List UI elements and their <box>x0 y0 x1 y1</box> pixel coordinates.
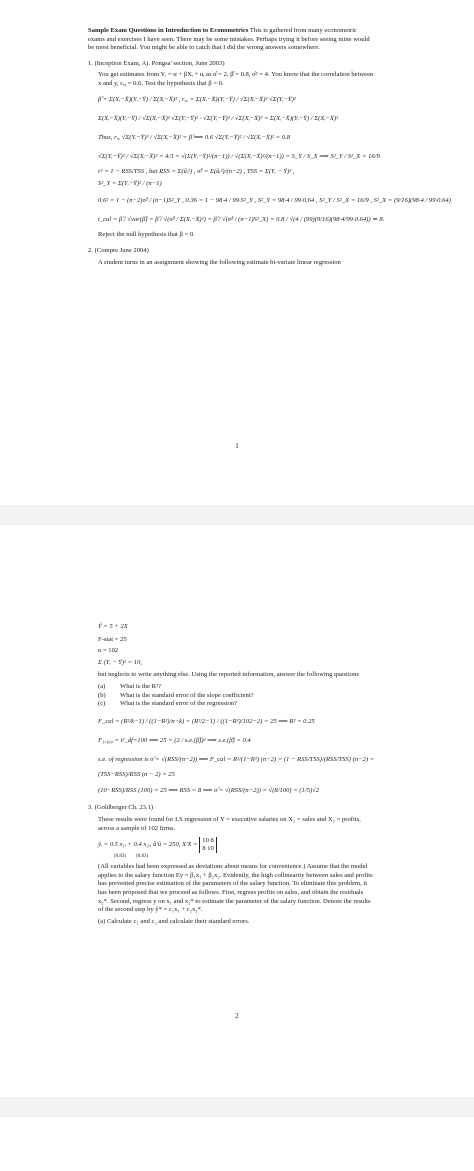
intro-paragraph <box>88 27 375 53</box>
option-b-text: What is the standard error of the slope coefficient? <box>120 691 254 699</box>
option-a-text: What is the R²? <box>120 682 161 690</box>
matrix-row-1: 10 8 <box>202 836 214 844</box>
page-2-content <box>88 623 375 929</box>
option-a-key: (a) <box>98 682 106 690</box>
intro-text: This is gathered from many econometric exams and exercises I have seen. There may be some mistakes. Perhaps trying it before seeing mine would be most beneficial. You might be able to catch that I did the wrong answers somewhere. <box>88 27 370 52</box>
page-number-1: 1 <box>235 442 239 450</box>
question-3-heading: 3. (Goldberger Ch. 23.1) <box>88 804 154 812</box>
page-number-2: 2 <box>235 1012 239 1020</box>
equation-solve-sy: 0.6² = 1 − (n−2)σ̂² / (n−1)S²_Y , 0.36 = 1 − 98·4 / 99·S²_Y , S²_Y = 98·4 / 99·0.64 , S²_Y / S²_X = 16/9 , S²_X = (9/16)(98·4 / 99·0.64) <box>98 196 451 204</box>
page-separator <box>0 505 474 525</box>
page-separator-2 <box>0 1097 474 1117</box>
equation-sy-squared: S²_Y = Σ(Yᵢ−Ȳ)² / (n−1) <box>98 180 162 188</box>
question-2-heading: 2. (Compre June 2004) <box>88 247 149 255</box>
question-3-part-a: (a) Calculate c₁ and c₂ and calculate their standard errors. <box>98 917 250 925</box>
xx-matrix <box>199 837 217 853</box>
matrix-row-2: 8 10 <box>202 844 214 852</box>
equation-thus: Thus, rₓᵧ √Σ(Yᵢ−Ȳ)² / √Σ(Xᵢ−X̄)² = β̂ ⟹ 0.6 √Σ(Yᵢ−Ȳ)² / √Σ(Xᵢ−X̄)² = 0.8 <box>98 133 291 141</box>
standard-errors: (0.83) (0.83) <box>114 854 149 860</box>
sample-size-line: n = 102 <box>98 647 119 655</box>
equation-r-times-ratio: Σ(Xᵢ−X̄)(Yᵢ−Ȳ) / √Σ(Xᵢ−X̄)² √Σ(Yᵢ−Ȳ)² · √Σ(Yᵢ−Ȳ)² / √Σ(Xᵢ−X̄)² = Σ(Xᵢ−X̄)(Yᵢ−Ȳ) / Σ(Xᵢ−X̄)² <box>98 114 339 122</box>
option-c-text: What is the standard error of the regression? <box>120 700 237 708</box>
page-1-content <box>88 27 451 271</box>
sum-squares-line: Σ (Yᵢ − Ȳ)² = 10, <box>98 658 143 666</box>
question-3-note: (All variables had been expressed as deviations about means for convenience.) Assume that the model applies to the salary function Ey = β₁x₁ + β₂x₂. Evidently, the high collinearity between sales and profits has prevented precise estimation of the parameters of the salary function. To eliminate this problem, it has been proposed that we proceed as follows. First, regress profits on sales, and obtain the residuals x₂*. Second, regress y on x₁ and x₂* to estimate the parameter of the salary function. Denote the results of the second step by ŷ* = c₁x₁ + c₂x₂*. <box>98 863 373 914</box>
option-b <box>98 692 375 701</box>
option-a <box>98 683 375 692</box>
ls-results-equation <box>98 836 375 854</box>
equation-rss-solution: (10−RSS)/RSS (100) = 25 ⟹ RSS = 8 ⟹ σ̂ = √(RSS/(n−2)) = √(8/100) = (1/5)√2 <box>98 787 320 795</box>
question-3-text: These results were found for LS regression of Y = executive salaries on X₁ = sales and X₂ = profits, across a sample of 102 firms. <box>98 815 361 832</box>
question-1-text: You get estimates from Yᵢ = α + βXᵢ + uᵢ as α̂ = 2, β̂ = 0.8, σ̂² = 4. You know that the correlation between x and y, rₓᵧ = 0.6. Test the hypothesis that β = 0. <box>98 71 374 87</box>
regression-equation: Ŷ = 5 + 2X <box>98 623 128 630</box>
question-2-continuation: but neglects to write anything else. Using the reported information, answer the following questions <box>98 671 359 679</box>
document-title: Sample Exam Questions in Introduction to Econometrics <box>88 27 249 34</box>
equation-f-cal: F_cal = (R²/k−1) / ((1−R²)/n−k) = (R²/2−1) / ((1−R²)/102−2) = 25 ⟹ R² = 0.25 <box>98 717 315 725</box>
equation-se-regression: s.e. of regression is σ̂ = √(RSS/(n−2)) ⟹ F_cal = R²/(1−R²) (n−2) = (1 − RSS/TSS)/(RSS/TSS) (n−2) = <box>98 755 375 763</box>
equation-f-t-relation: F₁,₁₀₀ = t²_df=100 ⟹ 25 = (2 / s.e.(β̂))² ⟹ s.e.(β̂) = 0.4 <box>98 736 251 744</box>
equation-r-squared: r² = 1 − RSS/TSS , but RSS = Σ(ûᵢ²) , σ̂² = Σ(ûᵢ²)/(n−2) , TSS = Σ(Yᵢ − Ȳ)² , <box>98 167 295 175</box>
equation-tss-rss: (TSS−RSS)/RSS (n − 2) = 25 <box>98 770 175 778</box>
question-3-body <box>88 816 375 926</box>
page-1 <box>0 0 474 505</box>
option-c-key: (c) <box>98 700 106 708</box>
option-b-key: (b) <box>98 691 106 699</box>
question-2-text: A student turns in an assignment showing the following estimate bi-variate linear regression <box>98 258 341 266</box>
question-1-heading: 1. (Inception Exam, Aj. Pongsa' section, June 2003) <box>88 59 225 67</box>
equation-beta-hat: β̂ = Σ(Xᵢ−X̄)(Yᵢ−Ȳ) / Σ(Xᵢ−X̄)² , rₓᵧ = Σ(Xᵢ−X̄)(Yᵢ−Ȳ) / √Σ(Xᵢ−X̄)² √Σ(Yᵢ−Ȳ)² <box>98 95 296 103</box>
regression-report <box>88 623 375 798</box>
reject-statement: Reject the null hypothesis that β = 0. <box>98 230 195 238</box>
f-stat-line: F-stat = 25 <box>98 635 127 643</box>
option-c <box>98 700 375 709</box>
page-2 <box>0 525 474 1097</box>
equation-t-cal: t_cal = β̂ / √var(β̂) = β̂ / √(σ̂² / Σ(Xᵢ−X̄)²) = β̂ / √(σ̂² / (n−1)S²_X) = 0.8 / √(4 / (99)(9/16)(98·4/99·0.64)) ≃ 8. <box>98 215 385 223</box>
page-3-top <box>0 1117 474 1171</box>
ls-results-text: ŷᵢ = 0.5 x₁ᵢ + 0.4 x₂ᵢ, û′û = 250, X′X = <box>98 841 200 849</box>
equation-sy-over-sx: √Σ(Yᵢ−Ȳ)² / √Σ(Xᵢ−X̄)² = 4/3 = √(Σ(Yᵢ−Ȳ)²/(n−1)) / √(Σ(Xᵢ−X̄)²/(n−1)) = S_Y / S_X ⟹ S²_Y / S²_X = 16/9 <box>98 152 380 160</box>
question-1-solution <box>88 92 451 240</box>
